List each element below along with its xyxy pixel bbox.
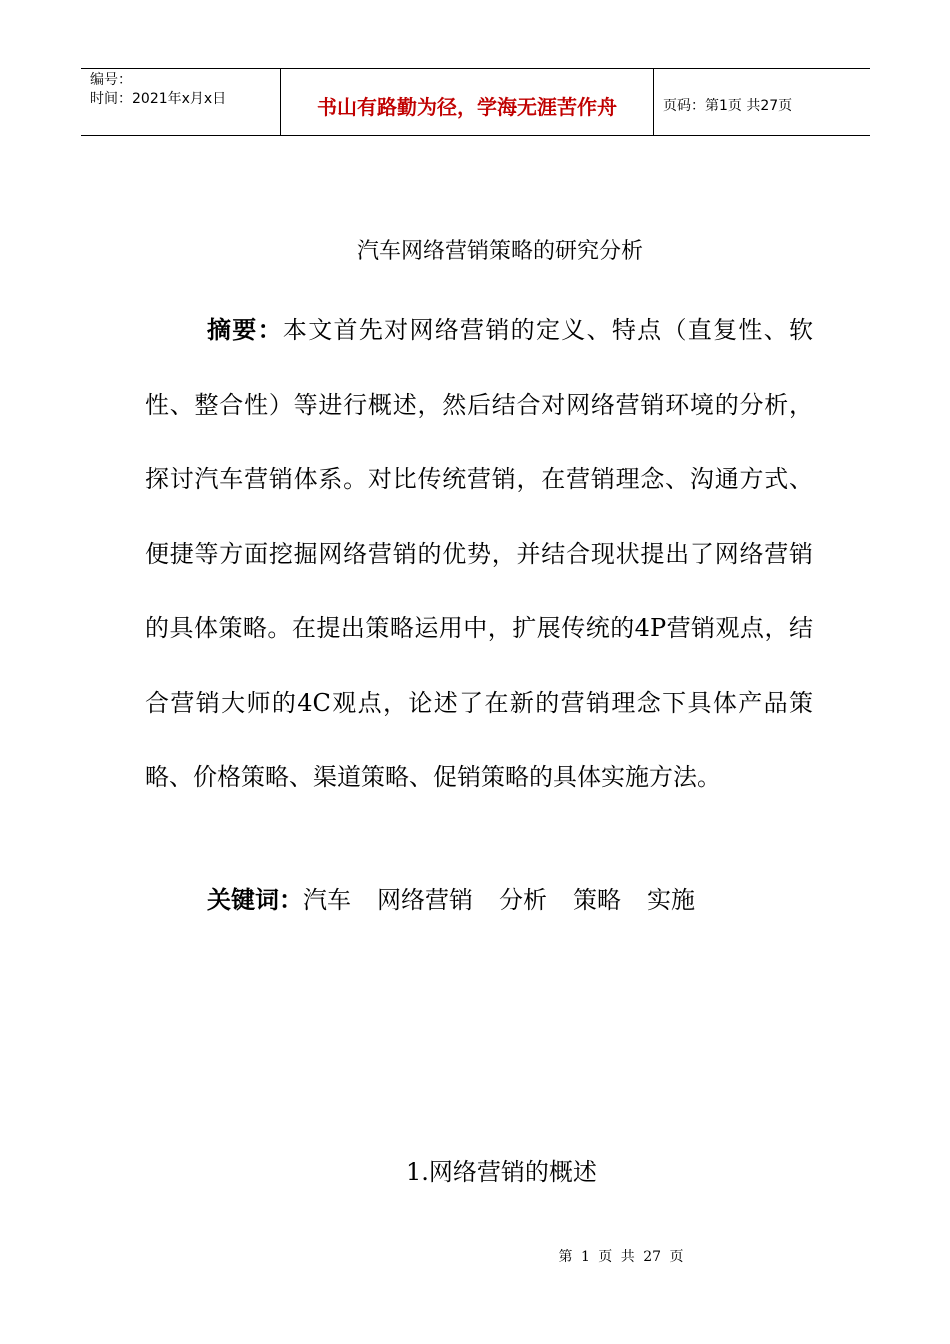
- abstract-text: 本文首先对网络营销的定义、特点（直复性、软性、整合性）等进行概述，然后结合对网络营销环境的分析，探讨汽车营销体系。对比传统营销，在营销理念、沟通方式、便捷等方面挖掘网络营销的优势，并结合现状提出了网络营销的具体策略。在提出策略运用中，扩展传统的4P营销观点，结合营销大师的4C观点，论述了在新的营销理念下具体产品策略、价格策略、渠道策略、促销策略的具体实施方法。: [145, 316, 814, 791]
- document-number-label: 编号：: [90, 72, 132, 88]
- document-title: 汽车网络营销策略的研究分析: [356, 239, 643, 264]
- header-page-code: 页码：第1页 共27页: [663, 98, 793, 114]
- keyword: 汽车: [303, 886, 351, 914]
- keywords-label: 关键词：: [207, 886, 303, 914]
- keyword: 分析: [499, 886, 547, 914]
- page-footer: 第 1 页 共 27 页: [558, 1249, 684, 1265]
- keyword: 网络营销: [377, 886, 473, 914]
- keyword: 实施: [647, 886, 695, 914]
- keyword: 策略: [573, 886, 621, 914]
- keywords-line: [207, 878, 721, 922]
- page-header: [81, 68, 870, 136]
- header-motto: 书山有路勤为径，学海无涯苦作舟: [317, 94, 617, 119]
- abstract-paragraph: [145, 293, 813, 815]
- header-motto-cell: [281, 69, 654, 135]
- document-time-label: 时间：2021年x月x日: [90, 91, 227, 107]
- section-heading: 1.网络营销的概述: [406, 1158, 597, 1186]
- header-page-cell: [654, 69, 870, 135]
- header-meta-cell: [81, 69, 281, 135]
- abstract-label: 摘要：: [207, 316, 283, 344]
